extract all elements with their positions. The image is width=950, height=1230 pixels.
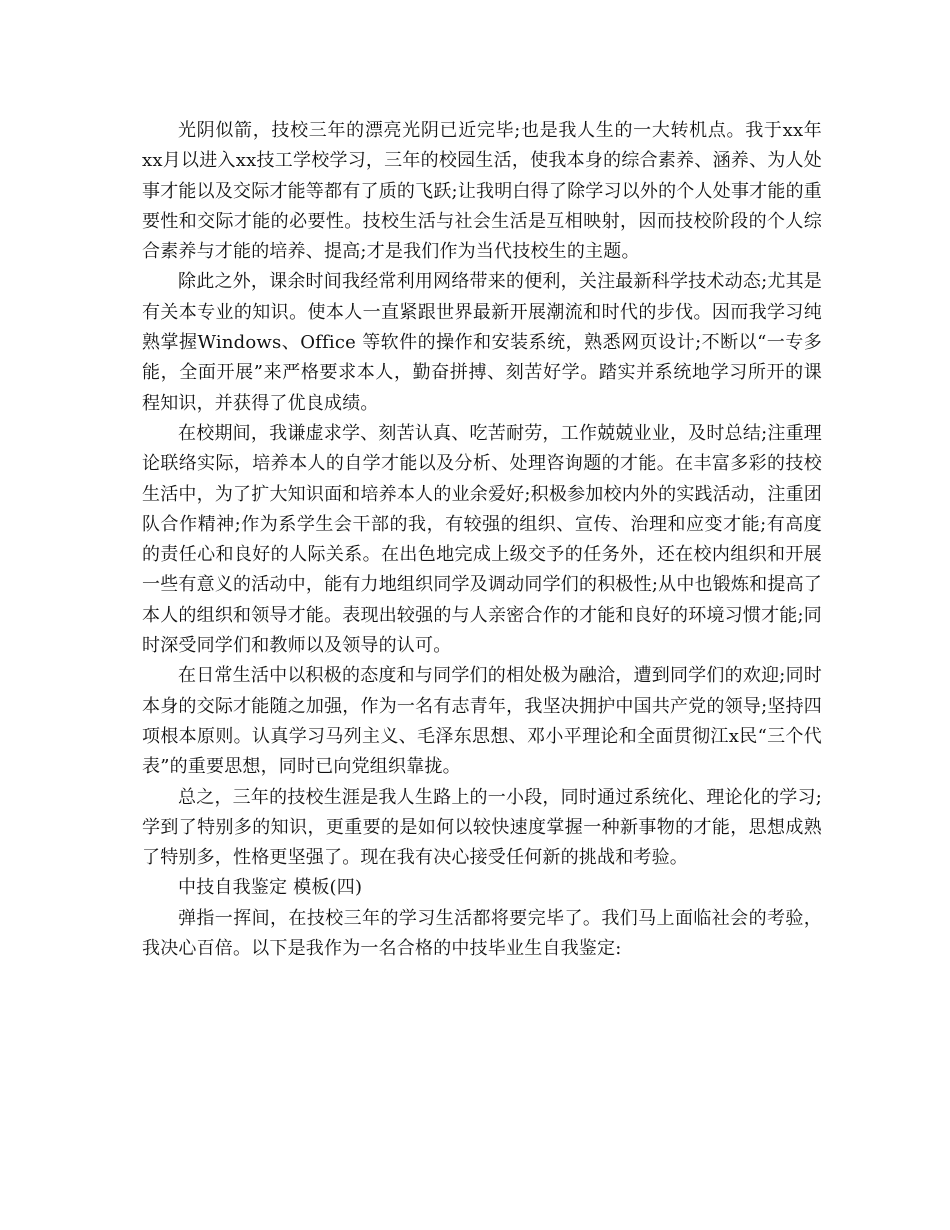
- paragraph-6: 弹指一挥间，在技校三年的学习生活都将要完毕了。我们马上面临社会的考验，我决心百倍。以下是我作为一名合格的中技毕业生自我鉴定:: [142, 907, 822, 960]
- document-body: [142, 116, 822, 964]
- paragraph-5: 总之，三年的技校生涯是我人生路上的一小段，同时通过系统化、理论化的学习;学到了特别多的知识，更重要的是如何以较快速度掌握一种新事物的才能，思想成熟了特别多，性格更坚强了。现在我有决心接受任何新的挑战和考验。: [142, 786, 822, 869]
- paragraph-2: 除此之外，课余时间我经常利用网络带来的便利，关注最新科学技术动态;尤其是有关本专业的知识。使本人一直紧跟世界最新开展潮流和时代的步伐。因而我学习纯熟掌握Windows、Office 等软件的操作和安装系统，熟悉网页设计;不断以“一专多能，全面开展”来严格要求本人，勤奋拼搏、刻苦好学。踏实并系统地学习所开的课程知识，并获得了优良成绩。: [142, 271, 822, 414]
- paragraph-4: 在日常生活中以积极的态度和与同学们的相处极为融洽，遭到同学们的欢迎;同时本身的交际才能随之加强，作为一名有志青年，我坚决拥护中国共产党的领导;坚持四项根本原则。认真学习马列主义、毛泽东思想、邓小平理论和全面贯彻江x民“三个代表”的重要思想，同时已向党组织靠拢。: [142, 665, 822, 778]
- paragraph-3: 在校期间，我谦虚求学、刻苦认真、吃苦耐劳，工作兢兢业业，及时总结;注重理论联络实际，培养本人的自学才能以及分析、处理咨询题的才能。在丰富多彩的技校生活中，为了扩大知识面和培养本人的业余爱好;积极参加校内外的实践活动，注重团队合作精神;作为系学生会干部的我，有较强的组织、宣传、治理和应变才能;有高度的责任心和良好的人际关系。在出色地完成上级交予的任务外，还在校内组织和开展一些有意义的活动中，能有力地组织同学及调动同学们的积极性;从中也锻炼和提高了本人的组织和领导才能。表现出较强的与人亲密合作的才能和良好的环境习惯才能;同时深受同学们和教师以及领导的认可。: [142, 422, 822, 657]
- section-heading: 中技自我鉴定 模板(四): [178, 877, 363, 899]
- paragraph-1: 光阴似箭，技校三年的漂亮光阴已近完毕;也是我人生的一大转机点。我于xx年xx月以进入xx技工学校学习，三年的校园生活，使我本身的综合素养、涵养、为人处事才能以及交际才能等都有了质的飞跃;让我明白得了除学习以外的个人处事才能的重要性和交际才能的必要性。技校生活与社会生活是互相映射，因而技校阶段的个人综合素养与才能的培养、提高;才是我们作为当代技校生的主题。: [142, 120, 822, 263]
